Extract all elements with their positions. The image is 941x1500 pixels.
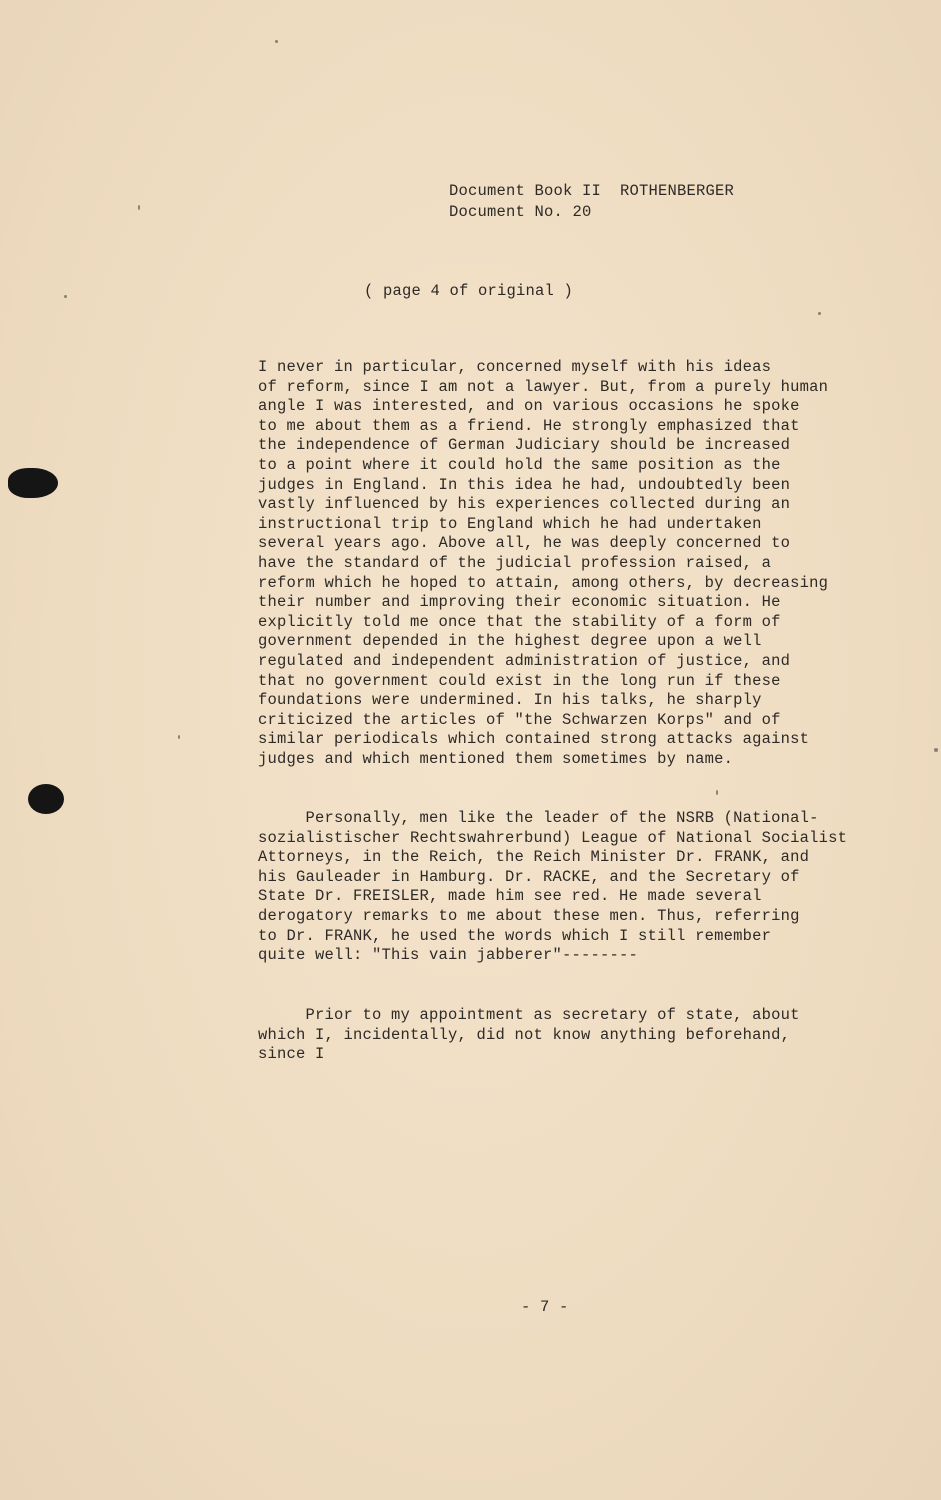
text-line: of reform, since I am not a lawyer. But, from a purely human: [258, 377, 829, 396]
text-line: explicitly told me once that the stability of a form of: [258, 612, 781, 631]
punch-hole-top: [8, 468, 58, 498]
text-line: derogatory remarks to me about these men. Thus, referring: [258, 906, 800, 925]
paragraph-1: [258, 358, 828, 769]
paper-speck: [818, 312, 821, 315]
text-line: foundations were undermined. In his talks, he sharply: [258, 691, 762, 710]
text-line: which I, incidentally, did not know anything beforehand,: [258, 1025, 791, 1044]
text-line: that no government could exist in the long run if these: [258, 671, 781, 690]
text-line: vastly influenced by his experiences collected during an: [258, 495, 791, 514]
paper-speck: [64, 295, 67, 298]
text-line: criticized the articles of "the Schwarzen Korps" and of: [258, 710, 781, 729]
text-line: instructional trip to England which he had undertaken: [258, 514, 762, 533]
text-line: angle I was interested, and on various occasions he spoke: [258, 397, 800, 416]
paragraph-2: [258, 809, 847, 966]
text-line: his Gauleader in Hamburg. Dr. RACKE, and the Secretary of: [258, 867, 800, 886]
text-line: quite well: "This vain jabberer"--------: [258, 946, 639, 965]
text-line: I never in particular, concerned myself with his ideas: [258, 358, 772, 376]
text-line: judges and which mentioned them sometimes by name.: [258, 749, 734, 768]
text-line: to me about them as a friend. He strongly emphasized that: [258, 416, 800, 435]
text-line: Personally, men like the leader of the NSRB (National-: [258, 809, 819, 827]
text-line: since I: [258, 1045, 325, 1064]
punch-hole-bottom: [28, 784, 64, 814]
page-number: - 7 -: [521, 1298, 569, 1316]
paper-speck: [716, 790, 718, 795]
paper-speck: [275, 40, 278, 43]
text-line: government depended in the highest degree upon a well: [258, 632, 762, 651]
text-line: their number and improving their economic situation. He: [258, 593, 781, 612]
text-line: Attorneys, in the Reich, the Reich Minister Dr. FRANK, and: [258, 848, 810, 867]
paper-speck: [178, 735, 180, 739]
text-line: sozialistischer Rechtswahrerbund) League of National Socialist: [258, 828, 848, 847]
text-line: to Dr. FRANK, he used the words which I still remember: [258, 926, 772, 945]
paragraph-3: [258, 1006, 800, 1065]
text-line: have the standard of the judicial profession raised, a: [258, 553, 772, 572]
paper-speck: [138, 205, 140, 210]
text-line: regulated and independent administration of justice, and: [258, 651, 791, 670]
text-line: reform which he hoped to attain, among others, by decreasing: [258, 573, 829, 592]
text-line: to a point where it could hold the same position as the: [258, 455, 781, 474]
page-of-original-label: ( page 4 of original ): [364, 282, 574, 300]
document-book-label: Document Book II ROTHENBERGER: [449, 182, 735, 200]
text-line: similar periodicals which contained strong attacks against: [258, 730, 810, 749]
text-line: judges in England. In this idea he had, undoubtedly been: [258, 475, 791, 494]
paper-speck: [934, 748, 938, 752]
text-line: State Dr. FREISLER, made him see red. He made several: [258, 887, 762, 906]
document-number-label: Document No. 20: [449, 203, 592, 221]
text-line: the independence of German Judiciary should be increased: [258, 436, 791, 455]
text-line: Prior to my appointment as secretary of state, about: [258, 1006, 800, 1024]
text-line: several years ago. Above all, he was deeply concerned to: [258, 534, 791, 553]
